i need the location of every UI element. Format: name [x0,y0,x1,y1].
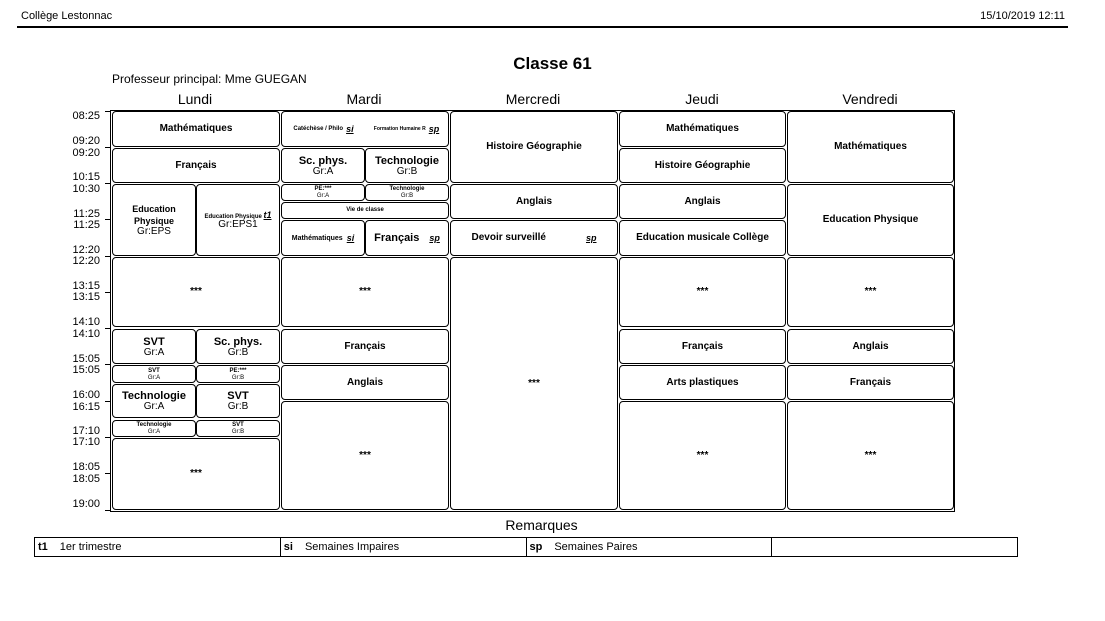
lesson-subject: Anglais [684,195,721,207]
lesson-subject: *** [190,286,202,297]
remark-text: 1er trimestre [59,541,122,553]
remark-mark: sp [428,124,440,134]
lesson-monday-lunch[interactable] [112,257,280,327]
remark-text: Semaines Paires [554,541,638,553]
lesson-thursday-lunch[interactable] [619,257,786,327]
lesson-subject: *** [696,449,709,461]
lesson-subject: Education Physique [822,214,919,225]
professor-label: Professeur principal: Mme GUEGAN [112,72,307,86]
day-header-thursday: Jeudi [685,91,719,107]
lesson-subject: *** [359,449,371,461]
lesson-subject: Histoire Géographie [486,141,582,152]
lesson-subject: Anglais [852,340,889,352]
lesson-subject: Education Physique [132,204,176,226]
lesson-subject: Education Physique [204,214,262,220]
lesson-subject: Mathématiques [159,123,233,134]
header-divider [17,26,1068,28]
lesson-subject: Sc. phys. [213,335,263,348]
lesson-monday-svt[interactable] [112,329,196,364]
lesson-tuesday-tech2[interactable] [365,184,449,201]
lesson-subject: *** [359,286,371,297]
lesson-subject: Français [849,376,892,388]
lesson-subject: Français [374,232,420,244]
lesson-tuesday-pe[interactable] [281,184,365,201]
lesson-friday-french[interactable] [787,365,954,400]
lesson-wednesday-afternoon[interactable] [450,257,618,510]
time-label: 09:20 [72,135,100,147]
lesson-friday-pe[interactable] [787,184,954,256]
lesson-group: Gr:EPS [137,226,171,237]
remark-cell [35,538,281,556]
lesson-subject: *** [528,377,540,389]
lesson-group: Gr:A [143,346,165,358]
lesson-subject: PE:*** [229,367,247,374]
lesson-subject: Anglais [515,195,553,207]
lesson-subject: Technologie [375,154,439,167]
time-label: 11:25 [73,219,100,231]
lesson-subject: Mathématiques [834,141,907,152]
lesson-tuesday-catechese[interactable] [282,112,365,146]
lesson-monday-tech[interactable] [112,384,196,418]
lesson-friday-lunch[interactable] [787,257,954,327]
lesson-tuesday-physics[interactable] [281,148,365,183]
lesson-subject: Histoire Géographie [654,159,751,171]
lesson-group: Gr:A [143,401,165,412]
lesson-subject: Education musicale Collège [636,232,769,243]
lesson-tuesday-vie-classe[interactable] [281,202,449,219]
lesson-monday-math[interactable] [112,111,280,147]
lesson-monday-pe-a[interactable] [112,184,196,256]
lesson-group: Gr:B [227,401,249,412]
remark-cell [772,538,1017,556]
remark-mark: t1 [263,210,272,220]
lesson-monday-pe-b[interactable] [196,184,280,256]
remark-code: si [283,541,293,553]
lesson-subject: Mathématiques [291,234,343,242]
lesson-thursday-end[interactable] [619,401,786,510]
remark-code: sp [529,541,543,553]
lesson-subject: Français [344,340,386,352]
lesson-thursday-math[interactable] [619,111,786,147]
lesson-monday-pe2[interactable] [196,365,280,383]
time-label: 09:20 [72,147,100,159]
lesson-group: Gr:B [227,346,249,358]
lesson-subject: Anglais [346,376,384,388]
lesson-subject: Français [681,340,724,352]
time-label: 16:00 [72,389,100,401]
lesson-wednesday-history[interactable] [450,111,618,183]
lesson-group: Gr:A [147,429,161,435]
lesson-thursday-arts[interactable] [619,365,786,400]
lesson-group: Gr:B [231,429,245,435]
lesson-thursday-history[interactable] [619,148,786,183]
lesson-subject: SVT [227,390,249,402]
print-datetime: 15/10/2019 12:11 [980,10,1065,22]
remark-text: Semaines Impaires [304,541,400,553]
lesson-tuesday-math[interactable] [281,220,365,256]
remark-cell [527,538,773,556]
time-label: 18:05 [72,461,100,473]
time-label: 10:30 [72,183,100,195]
lesson-group: Gr:A [312,165,334,177]
lesson-subject: SVT [148,367,160,374]
page-title: Classe 61 [513,54,592,73]
lesson-subject: *** [696,286,709,297]
lesson-monday-svt3[interactable] [196,384,280,418]
lesson-subject: Devoir surveillé [471,232,546,243]
lesson-monday-tech2[interactable] [112,420,196,437]
time-label: 19:00 [72,498,100,510]
lesson-subject: Sc. phys. [298,154,348,167]
lesson-subject: *** [864,286,877,297]
lesson-tuesday-english[interactable] [281,365,449,400]
lesson-subject: Technologie [389,186,425,192]
time-label: 18:05 [72,473,100,485]
day-header-wednesday: Mercredi [505,91,561,107]
time-label: 12:20 [72,255,100,267]
remark-mark: si [346,124,354,134]
lesson-monday-french[interactable] [112,148,280,183]
lesson-group: Gr:B [400,193,414,199]
lesson-monday-physics[interactable] [196,329,280,364]
lesson-tuesday-end[interactable] [281,401,449,510]
lesson-thursday-english[interactable] [619,184,786,219]
lesson-group: Gr:A [316,193,330,199]
lesson-wednesday-english[interactable] [450,184,618,219]
lesson-monday-end[interactable] [112,438,280,510]
time-label: 15:05 [72,364,100,376]
lesson-friday-math[interactable] [787,111,954,183]
lesson-tuesday-french[interactable] [365,220,449,256]
lesson-subject: Vie de classe [346,207,384,213]
lesson-subject: Français [175,159,217,171]
school-name: Collège Lestonnac [21,10,113,22]
lesson-group: Gr:B [231,374,245,381]
lesson-friday-english[interactable] [787,329,954,364]
time-label: 10:15 [72,171,100,183]
time-label: 13:15 [72,280,100,292]
lesson-subject: *** [190,468,202,479]
remark-mark: sp [585,233,597,243]
lesson-monday-svt2[interactable] [112,365,196,383]
remarks-table [34,537,1018,557]
remark-mark: sp [429,233,440,243]
lesson-wednesday-test[interactable] [450,220,618,256]
lesson-monday-svt4[interactable] [196,420,280,437]
day-header-monday: Lundi [177,91,213,107]
lesson-subject: Technologie [122,390,186,402]
time-label: 14:10 [72,316,100,328]
lesson-tuesday-tech[interactable] [365,148,449,183]
time-label: 16:15 [72,401,100,413]
lesson-group: Gr:B [396,165,418,177]
lesson-subject: SVT [232,422,244,428]
day-header-tuesday: Mardi [346,91,382,107]
lesson-subject: PE:*** [314,186,332,192]
lesson-tuesday-french2[interactable] [281,329,449,364]
remark-mark: si [346,233,355,243]
time-label: 11:25 [73,208,100,220]
remarks-title: Remarques [505,517,578,533]
time-label: 08:25 [72,110,100,122]
lesson-tuesday-lunch[interactable] [281,257,449,327]
lesson-friday-end[interactable] [787,401,954,510]
lesson-subject: Technologie [136,422,172,428]
time-label: 14:10 [72,328,100,340]
lesson-group: Gr:EPS1 [218,219,258,230]
lesson-group: Gr:A [147,374,161,381]
lesson-tuesday-formation[interactable] [365,112,448,146]
lesson-subject: Formation Humaine R [373,126,426,132]
time-label: 15:05 [72,353,100,365]
time-label: 13:15 [72,291,100,303]
lesson-thursday-music[interactable] [619,220,786,256]
lesson-subject: Mathématiques [666,123,739,134]
lesson-thursday-french[interactable] [619,329,786,364]
remark-cell [281,538,527,556]
time-label: 12:20 [72,244,100,256]
lesson-subject: Arts plastiques [666,376,739,388]
time-label: 17:10 [72,425,100,437]
remark-code: t1 [38,541,48,553]
time-label: 17:10 [72,436,100,448]
lesson-subject: SVT [143,335,165,348]
lesson-tuesday-split-morning [281,111,449,147]
lesson-subject: *** [864,449,877,461]
day-header-friday: Vendredi [842,91,898,107]
lesson-subject: Catéchèse / Philo [293,126,344,132]
